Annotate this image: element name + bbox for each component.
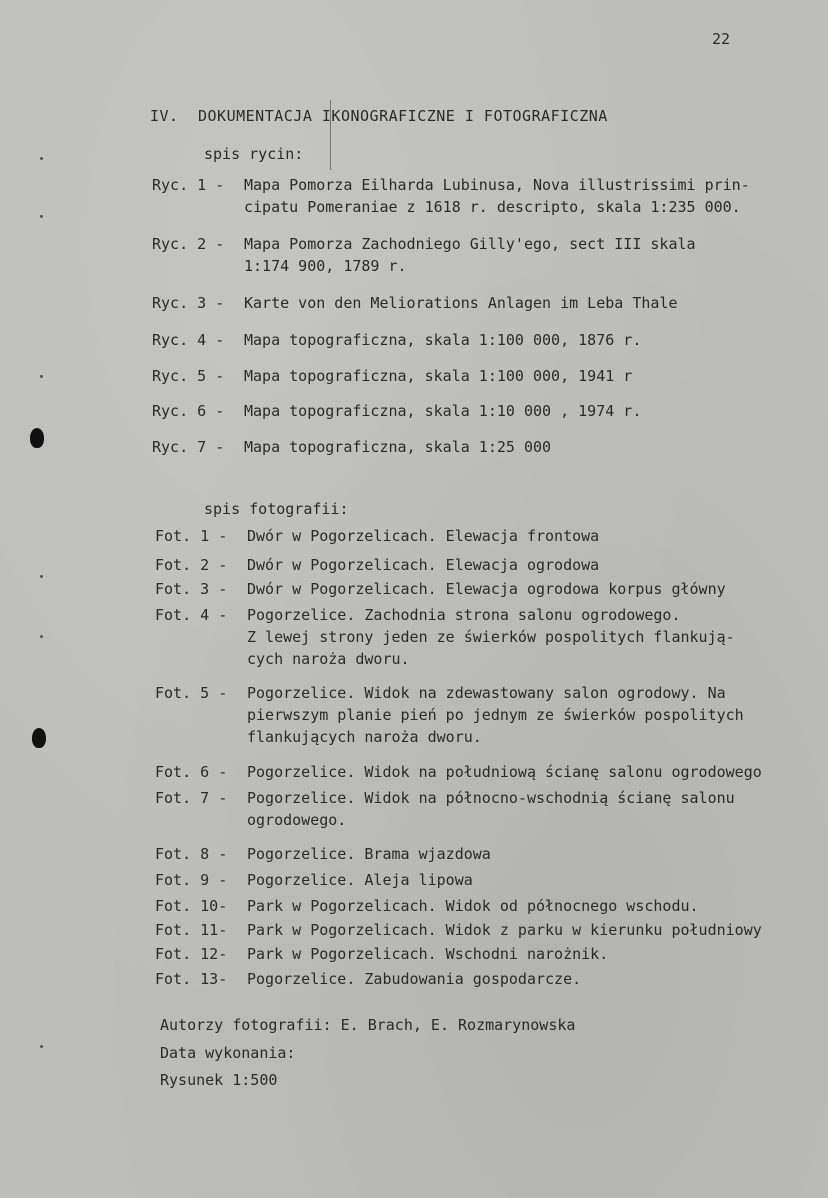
figure-label: Ryc. 1 - xyxy=(152,176,225,194)
figure-entry xyxy=(152,438,551,456)
section-number: IV. xyxy=(150,107,179,125)
photo-text-line: Pogorzelice. Zabudowania gospodarcze. xyxy=(247,970,582,988)
figure-text-line: Mapa topograficzna, skala 1:100 000, 1941 r xyxy=(244,367,633,385)
photo-entry xyxy=(155,945,608,963)
photo-text-line: ogrodowego. xyxy=(247,811,347,829)
photo-label: Fot. 12- xyxy=(155,945,228,963)
speck xyxy=(40,575,43,578)
photo-entry xyxy=(155,527,599,545)
figure-label: Ryc. 7 - xyxy=(152,438,225,456)
photo-text-line: Pogorzelice. Aleja lipowa xyxy=(247,871,473,889)
photo-text-line: Pogorzelice. Brama wjazdowa xyxy=(247,845,491,863)
speck xyxy=(40,215,43,218)
photo-text-line: Dwór w Pogorzelicach. Elewacja frontowa xyxy=(247,527,600,545)
figure-entry xyxy=(152,331,641,349)
photo-text-line: Dwór w Pogorzelicach. Elewacja ogrodowa korpus główny xyxy=(247,580,726,598)
figure-entry xyxy=(152,367,632,385)
photo-label: Fot. 13- xyxy=(155,970,228,988)
speck xyxy=(40,635,43,638)
photo-label: Fot. 1 - xyxy=(155,527,228,545)
figure-entry xyxy=(152,176,750,216)
figure-label: Ryc. 2 - xyxy=(152,235,225,253)
figure-label: Ryc. 6 - xyxy=(152,402,225,420)
figure-label: Ryc. 3 - xyxy=(152,294,225,312)
photo-label: Fot. 3 - xyxy=(155,580,228,598)
photos-heading: spis fotografii: xyxy=(204,500,349,518)
photo-text-line: Dwór w Pogorzelicach. Elewacja ogrodowa xyxy=(247,556,600,574)
photo-text-line: Pogorzelice. Zachodnia strona salonu ogrodowego. xyxy=(247,606,681,624)
photo-label: Fot. 2 - xyxy=(155,556,228,574)
photo-text-line: Pogorzelice. Widok na zdewastowany salon ogrodowy. Na xyxy=(247,684,726,702)
figure-text-line: Mapa topograficzna, skala 1:100 000, 1876 r. xyxy=(244,331,642,349)
photo-label: Fot. 8 - xyxy=(155,845,228,863)
figure-entry xyxy=(152,294,677,312)
figure-text-line: Karte von den Meliorations Anlagen im Leba Thale xyxy=(244,294,678,312)
photo-label: Fot. 6 - xyxy=(155,763,228,781)
photo-entry xyxy=(155,789,735,829)
photo-entry xyxy=(155,871,473,889)
photo-text-line: Park w Pogorzelicach. Widok z parku w kierunku południowy xyxy=(247,921,762,939)
photo-text-line: Pogorzelice. Widok na południową ścianę salonu ogrodowego xyxy=(247,763,762,781)
photo-label: Fot. 5 - xyxy=(155,684,228,702)
figure-text-line: Mapa topograficzna, skala 1:10 000 , 1974 r. xyxy=(244,402,642,420)
punch-hole xyxy=(32,728,46,748)
photo-label: Fot. 9 - xyxy=(155,871,228,889)
photo-label: Fot. 4 - xyxy=(155,606,228,624)
figure-text-line: Mapa Pomorza Eilharda Lubinusa, Nova illustrissimi prin- xyxy=(244,176,750,194)
photo-text-line: flankujących naroża dworu. xyxy=(247,728,482,746)
punch-hole xyxy=(30,428,44,448)
photo-text-line: Z lewej strony jeden ze świerków pospolitych flankują- xyxy=(247,628,735,646)
photo-text-line: Park w Pogorzelicach. Widok od północnego wschodu. xyxy=(247,897,699,915)
photo-entry xyxy=(155,606,735,668)
photo-text-line: cych naroża dworu. xyxy=(247,650,410,668)
section-heading: DOKUMENTACJA IKONOGRAFICZNE I FOTOGRAFICZNA xyxy=(198,107,608,125)
page-number: 22 xyxy=(712,30,731,48)
figure-text-line: cipatu Pomeraniae z 1618 r. descripto, skala 1:235 000. xyxy=(244,198,741,216)
photo-label: Fot. 11- xyxy=(155,921,228,939)
figure-text-line: Mapa Pomorza Zachodniego Gilly'ego, sect III skala xyxy=(244,235,696,253)
figure-label: Ryc. 4 - xyxy=(152,331,225,349)
photo-label: Fot. 7 - xyxy=(155,789,228,807)
speck xyxy=(40,1045,43,1048)
figure-label: Ryc. 5 - xyxy=(152,367,225,385)
photo-entry xyxy=(155,763,762,781)
photo-text-line: Park w Pogorzelicach. Wschodni narożnik. xyxy=(247,945,609,963)
photo-entry xyxy=(155,921,762,939)
photo-entry xyxy=(155,684,744,746)
photo-entry xyxy=(155,970,581,988)
photo-entry xyxy=(155,845,491,863)
speck xyxy=(40,157,43,160)
section-title xyxy=(150,107,608,125)
photo-label: Fot. 10- xyxy=(155,897,228,915)
photo-entry xyxy=(155,580,726,598)
speck xyxy=(40,375,43,378)
figure-text-line: 1:174 900, 1789 r. xyxy=(244,257,407,275)
photo-entry xyxy=(155,556,599,574)
figure-entry xyxy=(152,402,641,420)
photo-text-line: Pogorzelice. Widok na północno-wschodnią ścianę salonu xyxy=(247,789,735,807)
drawing-scale: Rysunek 1:500 xyxy=(160,1071,278,1089)
figures-heading: spis rycin: xyxy=(204,145,304,163)
figure-text-line: Mapa topograficzna, skala 1:25 000 xyxy=(244,438,552,456)
photo-entry xyxy=(155,897,699,915)
photo-text-line: pierwszym planie pień po jednym ze świerków pospolitych xyxy=(247,706,744,724)
figure-entry xyxy=(152,235,696,275)
date-taken: Data wykonania: xyxy=(160,1044,296,1062)
photo-authors: Autorzy fotografii: E. Brach, E. Rozmarynowska xyxy=(160,1016,576,1034)
